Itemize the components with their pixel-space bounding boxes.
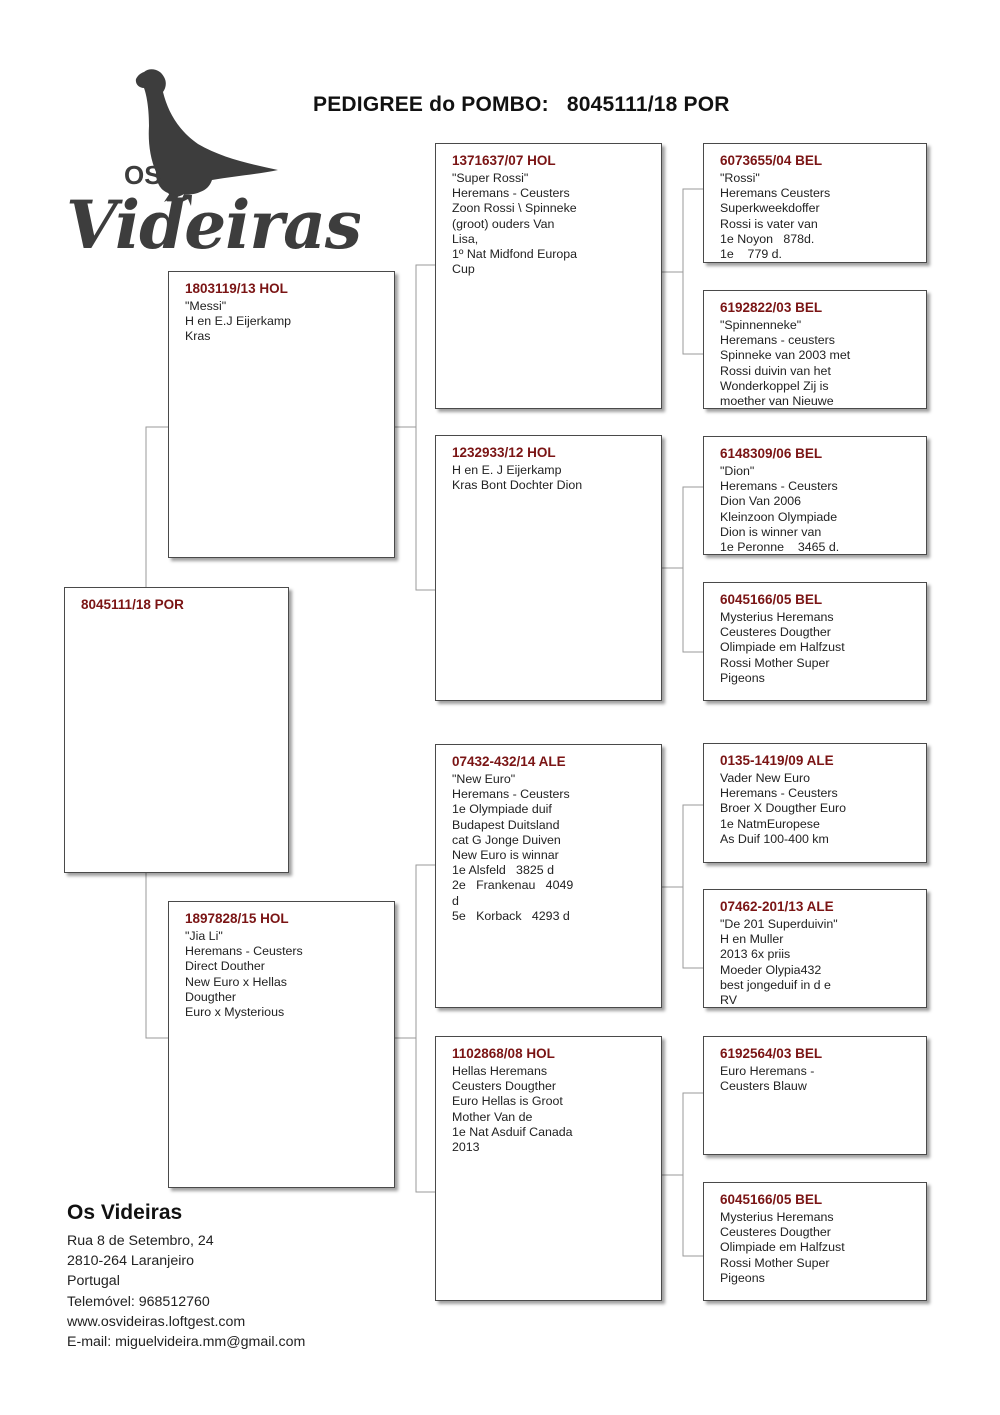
bird-info-line: Rossi Mother Super <box>720 655 830 670</box>
bird-info-line: "Jia Li" <box>185 929 223 943</box>
bird-info-line: Heremans - Ceusters <box>720 479 838 494</box>
pedigree-card-fmm <box>703 582 927 701</box>
pedigree-card-mmm <box>703 1182 927 1301</box>
connector-ff <box>683 189 703 354</box>
bird-info-line: Pigeons <box>720 1270 765 1285</box>
bird-info-line: 2013 6x priis <box>720 947 791 962</box>
ring-number: 6045166/05 BEL <box>720 1192 823 1207</box>
ring-number: 6192822/03 BEL <box>720 300 823 315</box>
bird-info-line: "Rossi" <box>720 171 760 185</box>
address-country: Portugal <box>67 1273 120 1290</box>
ring-number: 6045166/05 BEL <box>720 592 823 607</box>
bird-info-line: Vader New Euro <box>720 771 810 785</box>
bird-info-line: Dougther <box>185 989 236 1004</box>
bird-info-line: Pigeons <box>720 670 765 685</box>
bird-info-line: H en E. J Eijerkamp <box>452 463 562 477</box>
bird-info-line: Ceusteres Dougther <box>720 625 831 640</box>
bird-info-line: Heremans - Ceusters <box>452 787 570 802</box>
bird-info-line: 1e Olympiade duif <box>452 802 552 817</box>
pedigree-card-mf <box>435 744 662 1008</box>
bird-info-line: Heremans - Ceusters <box>452 186 570 201</box>
logo-os-text: OS <box>124 160 162 190</box>
bird-info-line: Lisa, <box>452 231 479 246</box>
ring-number: 6073655/04 BEL <box>720 153 823 168</box>
bird-info-line: Kras <box>185 329 211 344</box>
pedigree-card-ff <box>435 143 662 409</box>
email-link[interactable]: E-mail: miguelvideira.mm@gmail.com <box>67 1334 306 1351</box>
bird-info-line: Olimpiade em Halfzust <box>720 640 845 655</box>
contact-address-block <box>67 1201 305 1352</box>
bird-info-line: New Euro x Hellas <box>185 974 287 989</box>
connector-mm <box>683 1093 703 1256</box>
ring-number: 1102868/08 HOL <box>452 1046 555 1061</box>
bird-info-line: H en Muller <box>720 932 784 947</box>
bird-info-line: Moeder Olypia432 <box>720 962 822 977</box>
bird-info-line: "Messi" <box>185 299 227 313</box>
bird-info-line: "New Euro" <box>452 772 516 786</box>
connector-mf <box>683 805 703 968</box>
bird-info-line: Ceusters Blauw <box>720 1079 807 1094</box>
pedigree-card-subject <box>64 587 289 873</box>
ring-number: 1371637/07 HOL <box>452 153 556 168</box>
bird-info-line: Dion is winner van <box>720 524 822 539</box>
bird-info-line: New Euro is winnar <box>452 848 559 863</box>
bird-info-line: "De 201 Superduivin" <box>720 917 838 931</box>
bird-info-line: 5e Korback 4293 d <box>452 908 570 923</box>
address-street: Rua 8 de Setembro, 24 <box>67 1233 214 1249</box>
pedigree-card-mother <box>168 901 395 1188</box>
pedigree-card-mmf <box>703 1036 927 1155</box>
bird-info-line: 1e Alsfeld 3825 d <box>452 863 554 878</box>
bird-info-line: cat G Jonge Duiven <box>452 832 561 847</box>
bird-info-line: Ceusters Dougther <box>452 1079 556 1094</box>
logo-script-text: Videiras <box>66 186 360 264</box>
pedigree-card-mff <box>703 743 927 863</box>
ring-number: 1897828/15 HOL <box>185 911 289 926</box>
bird-info-line: Euro Hellas is Groot <box>452 1094 563 1109</box>
ring-number: 07462-201/13 ALE <box>720 899 834 914</box>
bird-info-line: H en E.J Eijerkamp <box>185 314 292 329</box>
bird-info-line: Mysterius Heremans <box>720 610 834 624</box>
bird-info-line: 1e Noyon 878d. <box>720 231 815 246</box>
bird-info-line: "Spinnenneke" <box>720 318 802 332</box>
bird-info-line: Budapest Duitsland <box>452 817 560 832</box>
bird-info-line: "Super Rossi" <box>452 171 529 185</box>
bird-info-line: Rossi duivin van het <box>720 363 831 378</box>
connector-mother <box>416 865 435 1192</box>
ring-number: 1232933/12 HOL <box>452 445 556 460</box>
bird-info-line: Heremans - Ceusters <box>720 786 838 801</box>
bird-info-line: Direct Douther <box>185 959 265 974</box>
bird-info-line: Mysterius Heremans <box>720 1210 834 1224</box>
pedigree-card-mfm <box>703 889 927 1008</box>
ring-number: 07432-432/14 ALE <box>452 754 566 769</box>
website-link[interactable]: www.osvideiras.loftgest.com <box>67 1313 246 1330</box>
ring-number: 0135-1419/09 ALE <box>720 753 834 768</box>
connector-fm <box>683 487 703 652</box>
bird-info-line: 1e Peronne 3465 d. <box>720 540 840 555</box>
ring-number: 6148309/06 BEL <box>720 446 823 461</box>
bird-info-line: Broer X Dougther Euro <box>720 801 847 816</box>
bird-info-line: Spinneke van 2003 met <box>720 348 851 363</box>
address-postal: 2810-264 Laranjeiro <box>67 1253 194 1270</box>
pedigree-card-fff <box>703 143 927 263</box>
bird-info-line: "Dion" <box>720 464 755 478</box>
pedigree-card-fm <box>435 435 662 701</box>
bird-info-line: 1º Nat Midfond Europa <box>452 247 578 262</box>
bird-info-line: Mother Van de <box>452 1109 533 1124</box>
loft-name: Os Videiras <box>67 1201 183 1224</box>
bird-info-line: Heremans Ceusters <box>720 186 831 201</box>
bird-info-line: (groot) ouders Van <box>452 216 555 231</box>
bird-info-line: Hellas Heremans <box>452 1064 548 1078</box>
bird-info-line: Ceusteres Dougther <box>720 1225 831 1240</box>
bird-info-line: 1e Nat Asduif Canada <box>452 1124 573 1139</box>
bird-info-line: 1e 779 d. <box>720 247 783 262</box>
bird-info-line: As Duif 100-400 km <box>720 831 829 846</box>
bird-info-line: Kras Bont Dochter Dion <box>452 478 583 493</box>
bird-info-line: moether van Nieuwe <box>720 394 834 409</box>
bird-info-line: Heremans - Ceusters <box>185 944 303 959</box>
pedigree-card-father <box>168 271 395 558</box>
bird-info-line: best jongeduif in d e <box>720 977 831 992</box>
bird-info-line: Zoon Rossi \ Spinneke <box>452 201 577 216</box>
ring-number: 1803119/13 HOL <box>185 281 288 296</box>
bird-info-line: Rossi Mother Super <box>720 1255 830 1270</box>
bird-info-line: Olimpiade em Halfzust <box>720 1240 845 1255</box>
bird-info-line: 2e Frankenau 4049 <box>452 878 574 893</box>
ring-number: 6192564/03 BEL <box>720 1046 823 1061</box>
bird-info-line: RV <box>720 993 737 1008</box>
bird-info-line: Rossi is vater van <box>720 216 818 231</box>
page-title: PEDIGREE do POMBO: 8045111/18 POR <box>313 93 730 116</box>
address-phone: Telemóvel: 968512760 <box>67 1293 210 1310</box>
bird-info-line: Superkweekdoffer <box>720 201 820 216</box>
pedigree-card-ffm <box>703 290 927 409</box>
bird-info-line: Cup <box>452 262 475 277</box>
bird-info-line: Kleinzoon Olympiade <box>720 509 838 524</box>
bird-info-line: 2013 <box>452 1140 480 1155</box>
connector-father <box>416 265 435 590</box>
bird-info-line: Euro Heremans - <box>720 1064 815 1078</box>
ring-number: 8045111/18 POR <box>81 597 184 612</box>
bird-info-line: Euro x Mysterious <box>185 1005 285 1020</box>
bird-info-line: d <box>452 893 459 908</box>
pedigree-card-mm <box>435 1036 662 1301</box>
pedigree-card-fmf <box>703 436 927 555</box>
bird-info-line: 1e NatmEuropese <box>720 816 820 831</box>
bird-info-line: Heremans - ceusters <box>720 333 835 348</box>
bird-info-line: Wonderkoppel Zij is <box>720 378 829 393</box>
bird-info-line: Dion Van 2006 <box>720 494 802 509</box>
